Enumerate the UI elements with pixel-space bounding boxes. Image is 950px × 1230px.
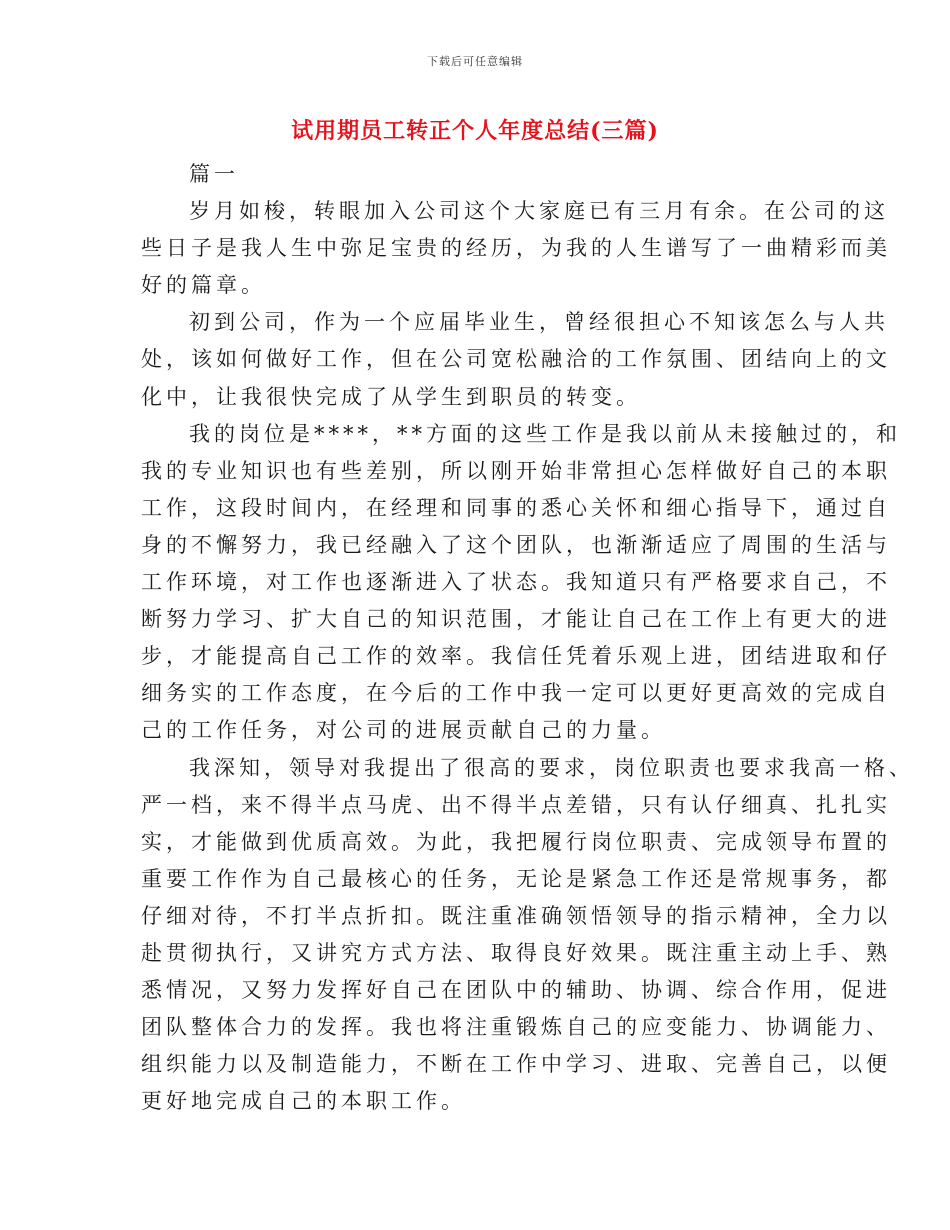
text-line: 赴贯彻执行，又讲究方式方法、取得良好效果。既注重主动上手、熟 (141, 940, 891, 965)
text-line: 细务实的工作态度，在今后的工作中我一定可以更好更高效的完成自 (141, 681, 891, 706)
text-line: 工作，这段时间内，在经理和同事的悉心关怀和细心指导下，通过自 (141, 495, 891, 520)
text-line: 初到公司，作为一个应届毕业生，曾经很担心不知该怎么与人共 (189, 310, 889, 335)
text-line: 重要工作作为自己最核心的任务，无论是紧急工作还是常规事务，都 (141, 866, 891, 891)
text-line: 工作环境，对工作也逐渐进入了状态。我知道只有严格要求自己，不 (141, 570, 891, 595)
document-title: 试用期员工转正个人年度总结(三篇) (291, 118, 659, 144)
text-line: 实，才能做到优质高效。为此，我把履行岗位职责、完成领导布置的 (141, 829, 891, 854)
text-line: 化中，让我很快完成了从学生到职员的转变。 (141, 384, 641, 409)
text-line: 我深知，领导对我提出了很高的要求，岗位职责也要求我高一格、 (189, 755, 914, 780)
text-line: 严一档，来不得半点马虎、出不得半点差错，只有认仔细真、扎扎实 (141, 792, 891, 817)
text-line: 岁月如梭，转眼加入公司这个大家庭已有三月有余。在公司的这 (189, 199, 889, 224)
paragraph (141, 750, 914, 1121)
text-line: 组织能力以及制造能力，不断在工作中学习、进取、完善自己，以便 (141, 1052, 891, 1077)
text-line: 好的篇章。 (141, 273, 266, 298)
text-line: 更好地完成自己的本职工作。 (141, 1089, 466, 1114)
text-line: 团队整体合力的发挥。我也将注重锻炼自己的应变能力、协调能力、 (141, 1015, 891, 1040)
header-note: 下载后可任意编辑 (427, 55, 523, 68)
text-line: 些日子是我人生中弥足宝贵的经历，为我的人生谱写了一曲精彩而美 (141, 236, 891, 261)
text-line: 断努力学习、扩大自己的知识范围，才能让自己在工作上有更大的进 (141, 607, 891, 632)
text-line: 己的工作任务，对公司的进展贡献自己的力量。 (141, 718, 666, 743)
paragraph (141, 304, 891, 415)
text-line: 步，才能提高自己工作的效率。我信任凭着乐观上进，团结进取和仔 (141, 644, 891, 669)
text-line: 我的专业知识也有些差别，所以刚开始非常担心怎样做好自己的本职 (141, 458, 891, 483)
document-body (141, 156, 914, 1120)
paragraph (141, 193, 891, 304)
paragraph (141, 416, 901, 750)
text-line: 我的岗位是****，**方面的这些工作是我以前从未接触过的，和 (189, 421, 901, 446)
text-line: 悉情况，又努力发挥好自己在团队中的辅助、协调、综合作用，促进 (141, 978, 891, 1003)
section-label: 篇一 (189, 162, 239, 186)
text-line: 仔细对待，不打半点折扣。既注重准确领悟领导的指示精神，全力以 (141, 903, 891, 928)
text-line: 身的不懈努力，我已经融入了这个团队，也渐渐适应了周围的生活与 (141, 532, 891, 557)
text-line: 处，该如何做好工作，但在公司宽松融洽的工作氛围、团结向上的文 (141, 347, 891, 372)
